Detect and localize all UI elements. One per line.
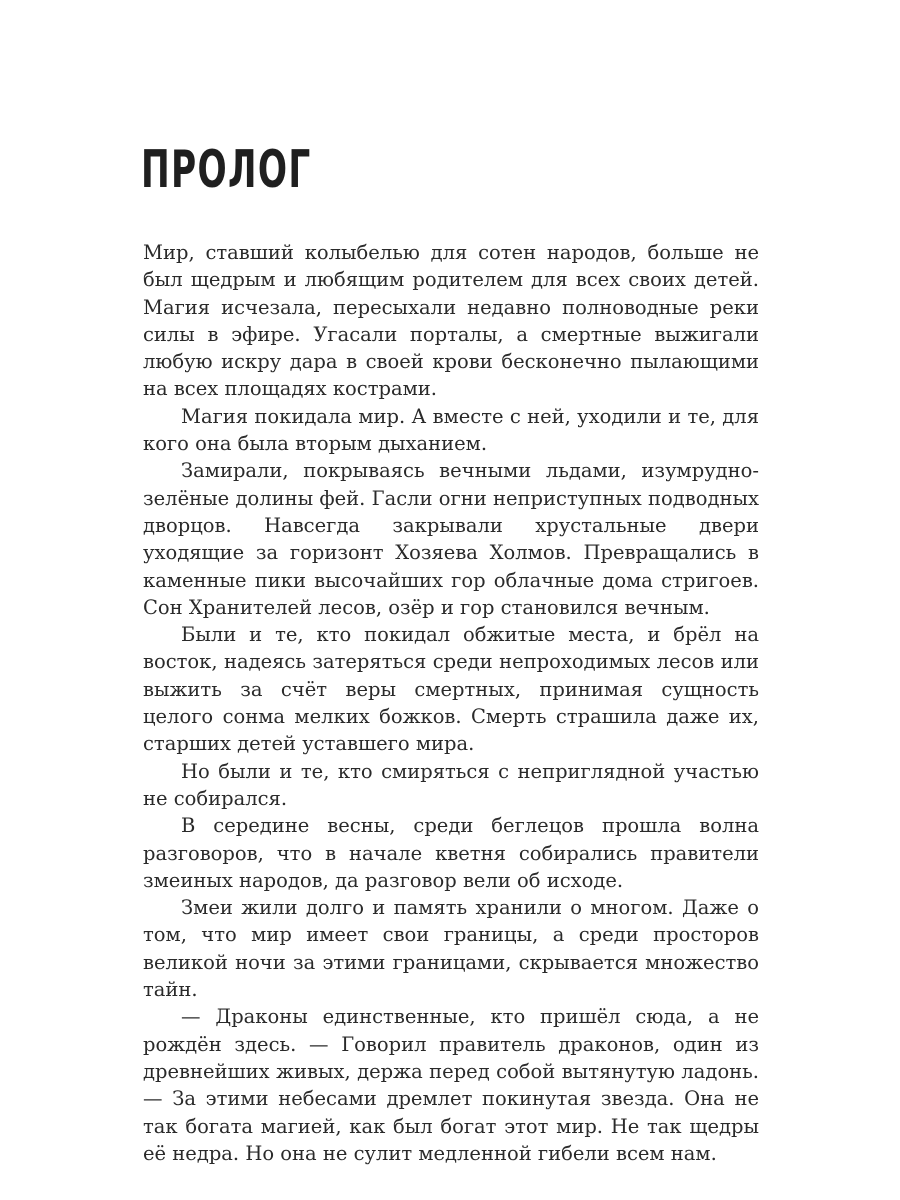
paragraph: Замирали, покрываясь вечными льдами, изумрудно-зелёные долины фей. Гасли огни неприступных подводных дворцов. Навсегда закрывали хрустальные двери уходящие за горизонт Хозяева Холмов. Превращались в каменные пики высочайших гор облачные дома стригоев. Сон Хранителей лесов, озёр и гор становился вечным. <box>143 459 759 619</box>
paragraph: Но были и те, кто смиряться с неприглядной участью не собирался. <box>143 759 759 810</box>
paragraph: Мир, ставший колыбелью для сотен народов, больше не был щедрым и любящим родителем для всех своих детей. Магия исчезала, пересыхали недавно полноводные реки силы в эфире. Угасали порталы, а смертные выжигали любую искру дара в своей крови бесконечно пылающими на всех площадях кострами. <box>143 241 759 401</box>
paragraph: — Драконы единственные, кто пришёл сюда, а не рождён здесь. — Говорил правитель драконов, один из древнейших живых, держа перед собой вытянутую ладонь. — За этими небесами дремлет покинутая звезда. Она не так богата магией, как был богат этот мир. Не так щедры её недра. Но она не сулит медленной гибели всем нам. <box>143 1005 759 1165</box>
chapter-title: ПРОЛОГ <box>141 140 312 200</box>
paragraph: Змеи жили долго и память хранили о многом. Даже о том, что мир имеет свои границы, а среди просторов великой ночи за этими границами, скрывается множество тайн. <box>143 896 759 1002</box>
paragraph: Магия покидала мир. А вместе с ней, уходили и те, для кого она была вторым дыханием. <box>143 404 759 456</box>
chapter-body <box>143 239 759 1167</box>
paragraph: Были и те, кто покидал обжитые места, и брёл на восток, надеясь затеряться среди непроходимых лесов или выжить за счёт веры смертных, принимая сущность целого сонма мелких божков. Смерть страшила даже их, старших детей уставшего мира. <box>143 623 759 756</box>
paragraph: В середине весны, среди беглецов прошла волна разговоров, что в начале кветня собирались правители змеиных народов, да разговор вели об исходе. <box>143 814 759 892</box>
